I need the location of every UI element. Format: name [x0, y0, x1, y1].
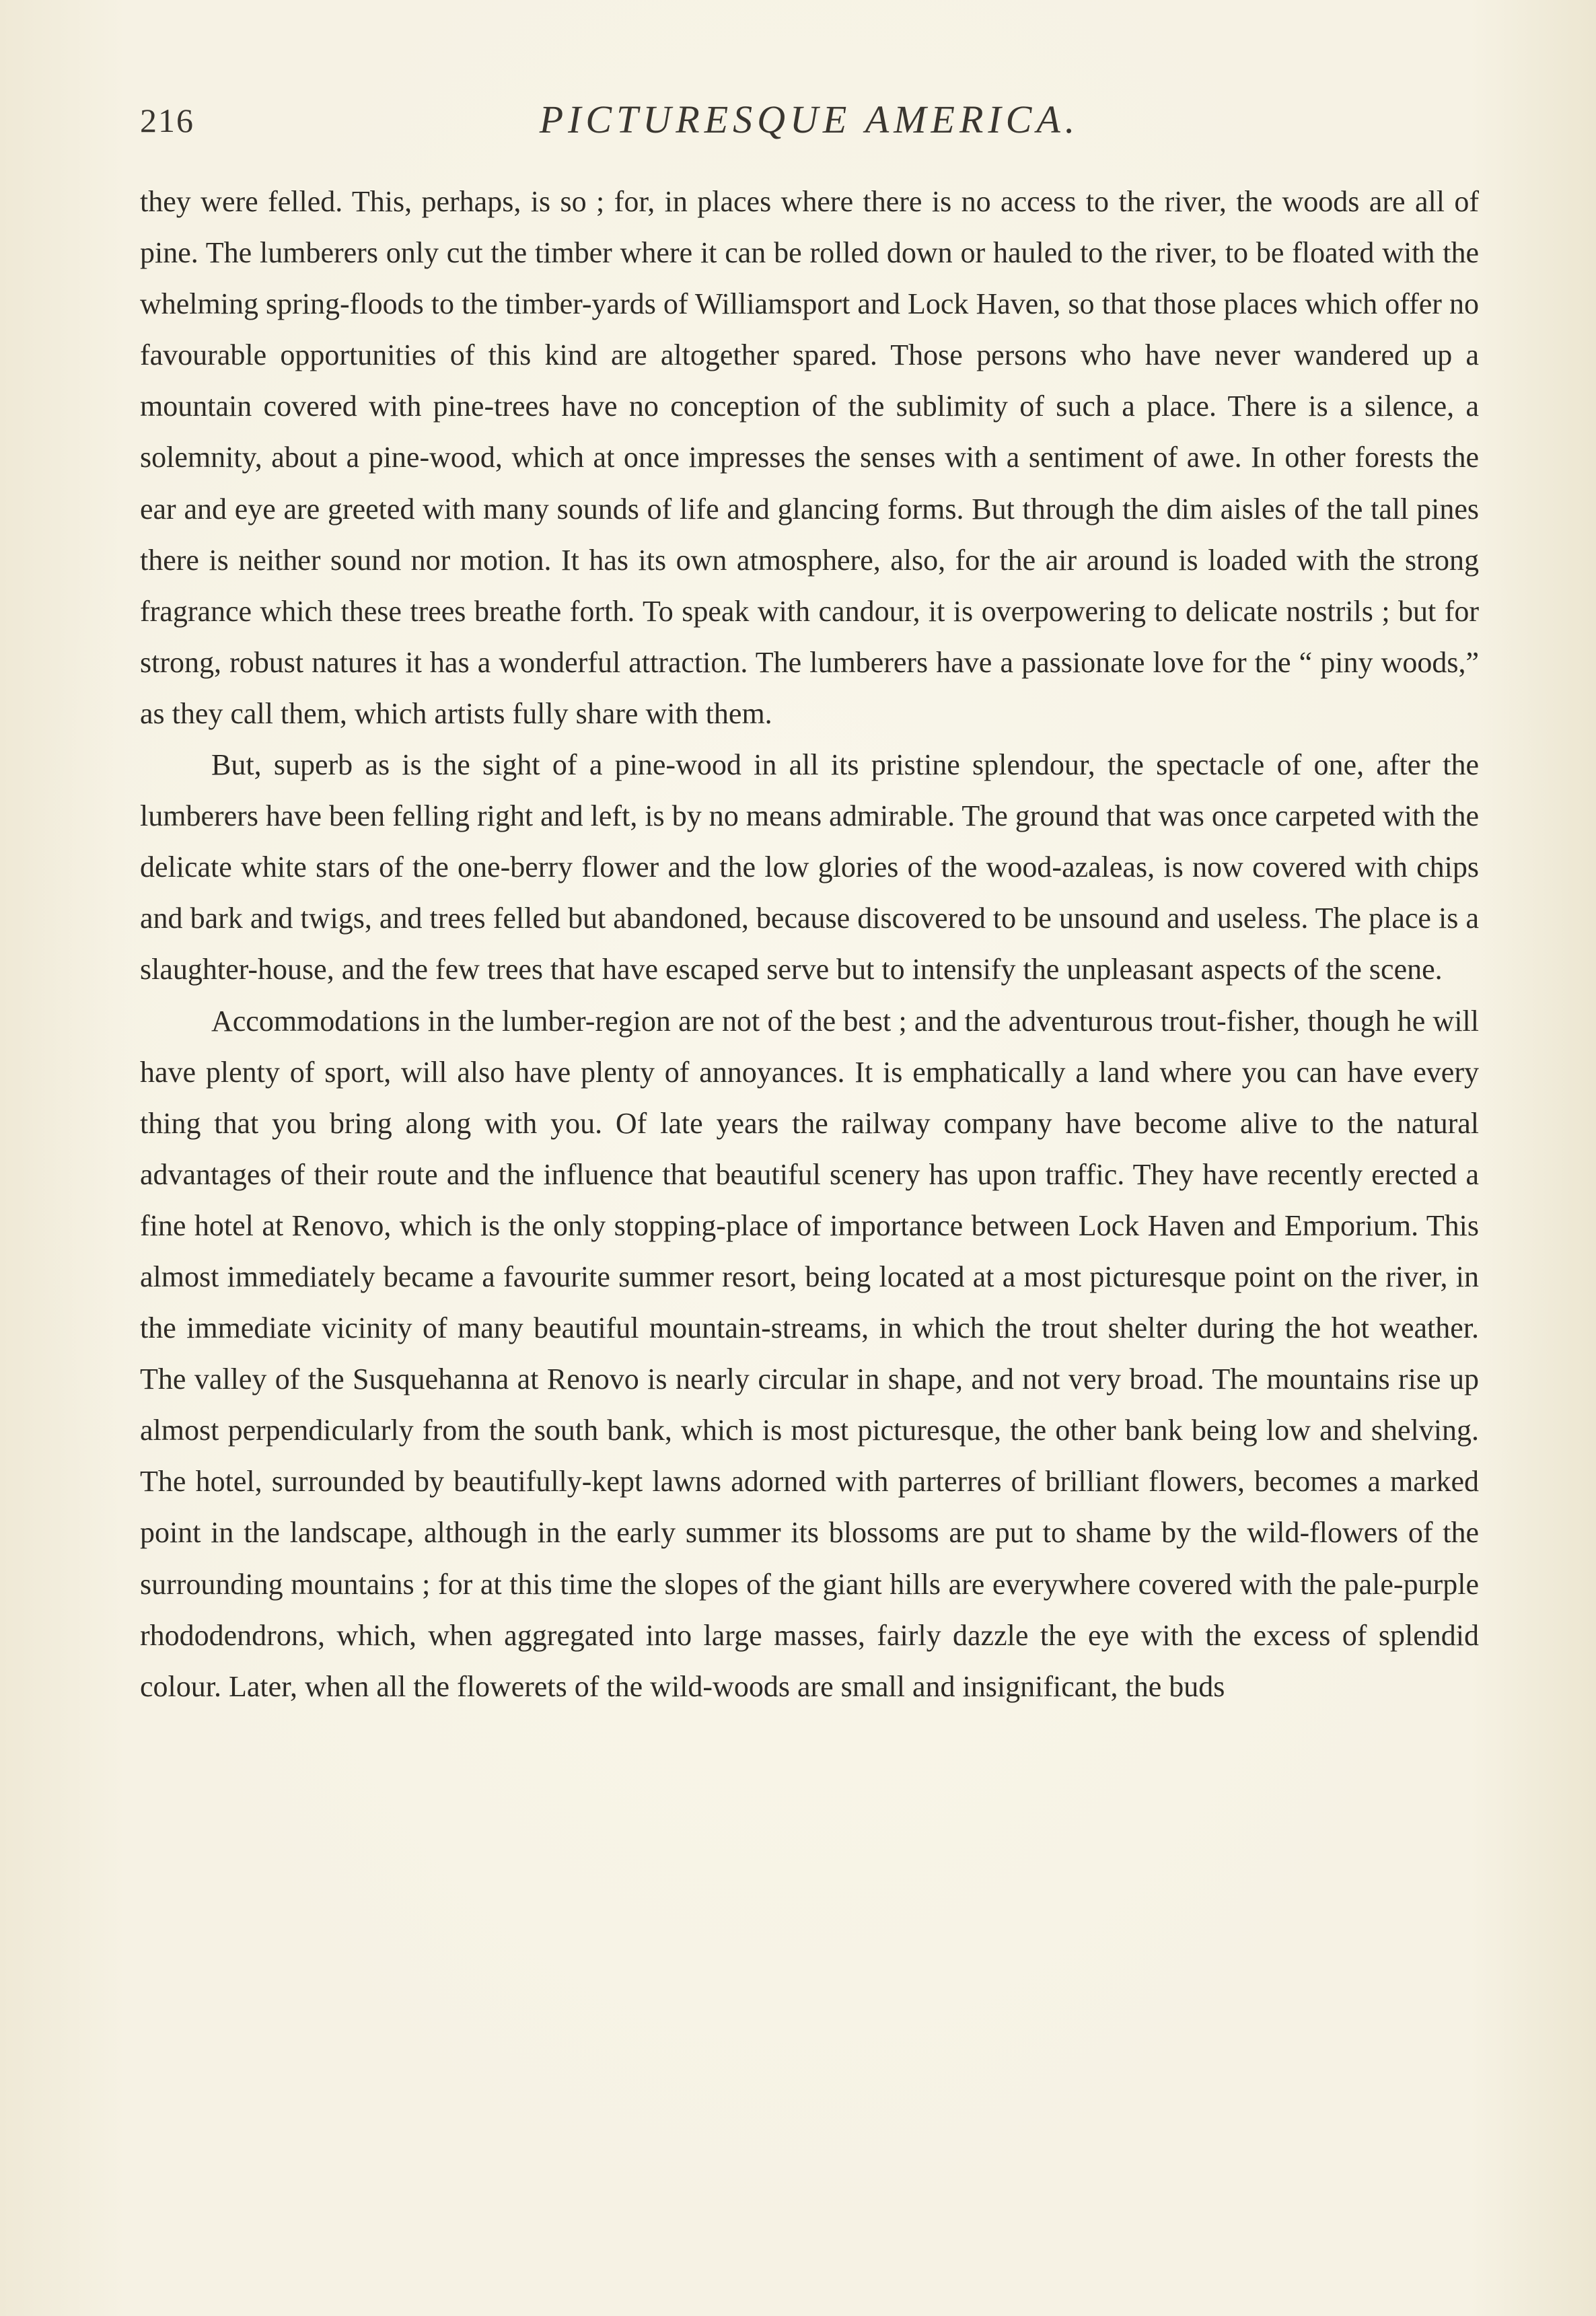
paragraph-1: they were felled. This, perhaps, is so ; for, in places where there is no access to the river, the woods are all of pine. The lumberers only cut the timber where it can be rolled down or hauled to the river, to be floated with the whelming spring-floods to the timber-yards of Williamsport and Lock Haven, so that those places which offer no favourable opportunities of this kind are altogether spared. Those persons who have never wandered up a mountain covered with pine-trees have no conception of the sublimity of such a place. There is a silence, a solemnity, about a pine-wood, which at once impresses the senses with a sentiment of awe. In other forests the ear and eye are greeted with many sounds of life and glancing forms. But through the dim aisles of the tall pines there is neither sound nor motion. It has its own atmosphere, also, for the air around is loaded with the strong fragrance which these trees breathe forth. To speak with candour, it is overpowering to delicate nostrils ; but for strong, robust natures it has a wonderful attraction. The lumberers have a passionate love for the “ piny woods,” as they call them, which artists fully share with them.: [140, 185, 1479, 730]
paragraph-3: Accommodations in the lumber-region are not of the best ; and the adventurous trout-fisher, though he will have plenty of sport, will also have plenty of annoyances. It is emphatically a land where you can have every thing that you bring along with you. Of late years the railway company have become alive to the natural advantages of their route and the influence that beautiful scenery has upon traffic. They have recently erected a fine hotel at Renovo, which is the only stopping-place of importance between Lock Haven and Emporium. This almost immediately became a favourite summer resort, being located at a most picturesque point on the river, in the immediate vicinity of many beautiful mountain-streams, in which the trout shelter during the hot weather. The valley of the Susquehanna at Renovo is nearly circular in shape, and not very broad. The mountains rise up almost perpendicularly from the south bank, which is most picturesque, the other bank being low and shelving. The hotel, surrounded by beautifully-kept lawns adorned with parterres of brilliant flowers, becomes a marked point in the landscape, although in the early summer its blossoms are put to shame by the wild-flowers of the surrounding mountains ; for at this time the slopes of the giant hills are everywhere covered with the pale-purple rhododendrons, which, when aggregated into large masses, fairly dazzle the eye with the excess of splendid colour. Later, when all the flowerets of the wild-woods are small and insignificant, the buds: [140, 1004, 1479, 1703]
paragraph-2: But, superb as is the sight of a pine-wood in all its pristine splendour, the spectacle of one, after the lumberers have been felling right and left, is by no means admirable. The ground that was once carpeted with the delicate white stars of the one-berry flower and the low glories of the wood-azaleas, is now covered with chips and bark and twigs, and trees felled but abandoned, because discovered to be unsound and useless. The place is a slaughter-house, and the few trees that have escaped serve but to intensify the unpleasant aspects of the scene.: [140, 748, 1479, 986]
page-number: 216: [140, 102, 194, 139]
running-title: PICTURESQUE AMERICA.: [539, 98, 1080, 141]
body-text: [140, 176, 1479, 1712]
running-head: [140, 98, 1479, 148]
